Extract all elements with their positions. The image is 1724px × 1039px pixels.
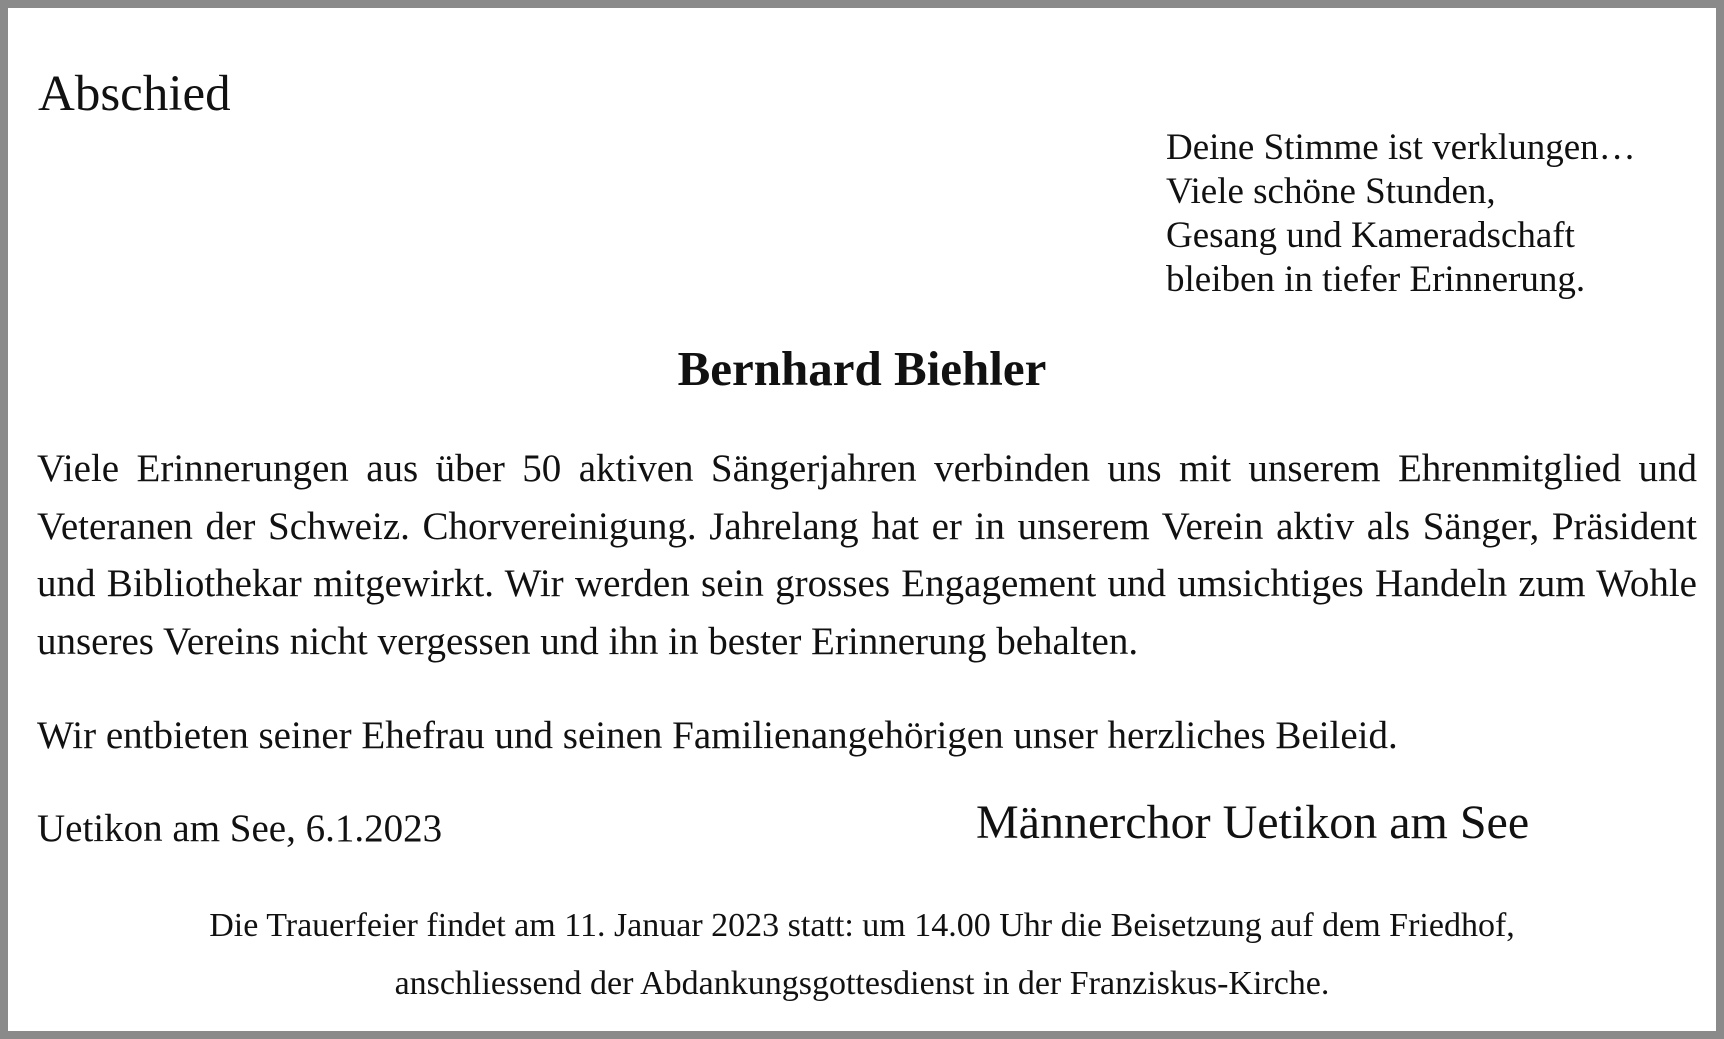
poem-line: Deine Stimme ist verklungen… [1166,127,1636,168]
condolence-text: Wir entbieten seiner Ehefrau und seinen Familienangehörigen unser herzliches Beileid. [37,714,1398,757]
place-date: Uetikon am See, 6.1.2023 [37,807,443,850]
tribute-paragraph: Viele Erinnerungen aus über 50 aktiven Sängerjahren verbinden uns mit unserem Ehrenmitglied und Veteranen der Schweiz. Chorvereinigung. Jahrelang hat er in unserem Verein aktiv als Sänger, Präsident und Bibliothekar mitgewirkt. Wir werden sein grosses Engagement und umsichtiges Handeln zum Wohle unseres Vereins nicht vergessen und ihn in bester Erinnerung behalten. [37,447,1697,663]
poem-line: Gesang und Kameradschaft [1166,215,1575,256]
service-line: anschliessend der Abdankungsgottesdienst in der Franziskus-Kirche. [394,965,1330,1002]
poem-line: Viele schöne Stunden, [1166,171,1496,212]
poem-block [1166,126,1636,302]
poem-line: bleiben in tiefer Erinnerung. [1166,259,1586,300]
signature: Männerchor Uetikon am See [976,796,1530,849]
deceased-name: Bernhard Biehler [677,341,1047,396]
notice-heading: Abschied [38,66,231,122]
service-info [8,897,1716,1013]
service-line: Die Trauerfeier findet am 11. Januar 2023 statt: um 14.00 Uhr die Beisetzung auf dem Friedhof, [209,907,1515,944]
